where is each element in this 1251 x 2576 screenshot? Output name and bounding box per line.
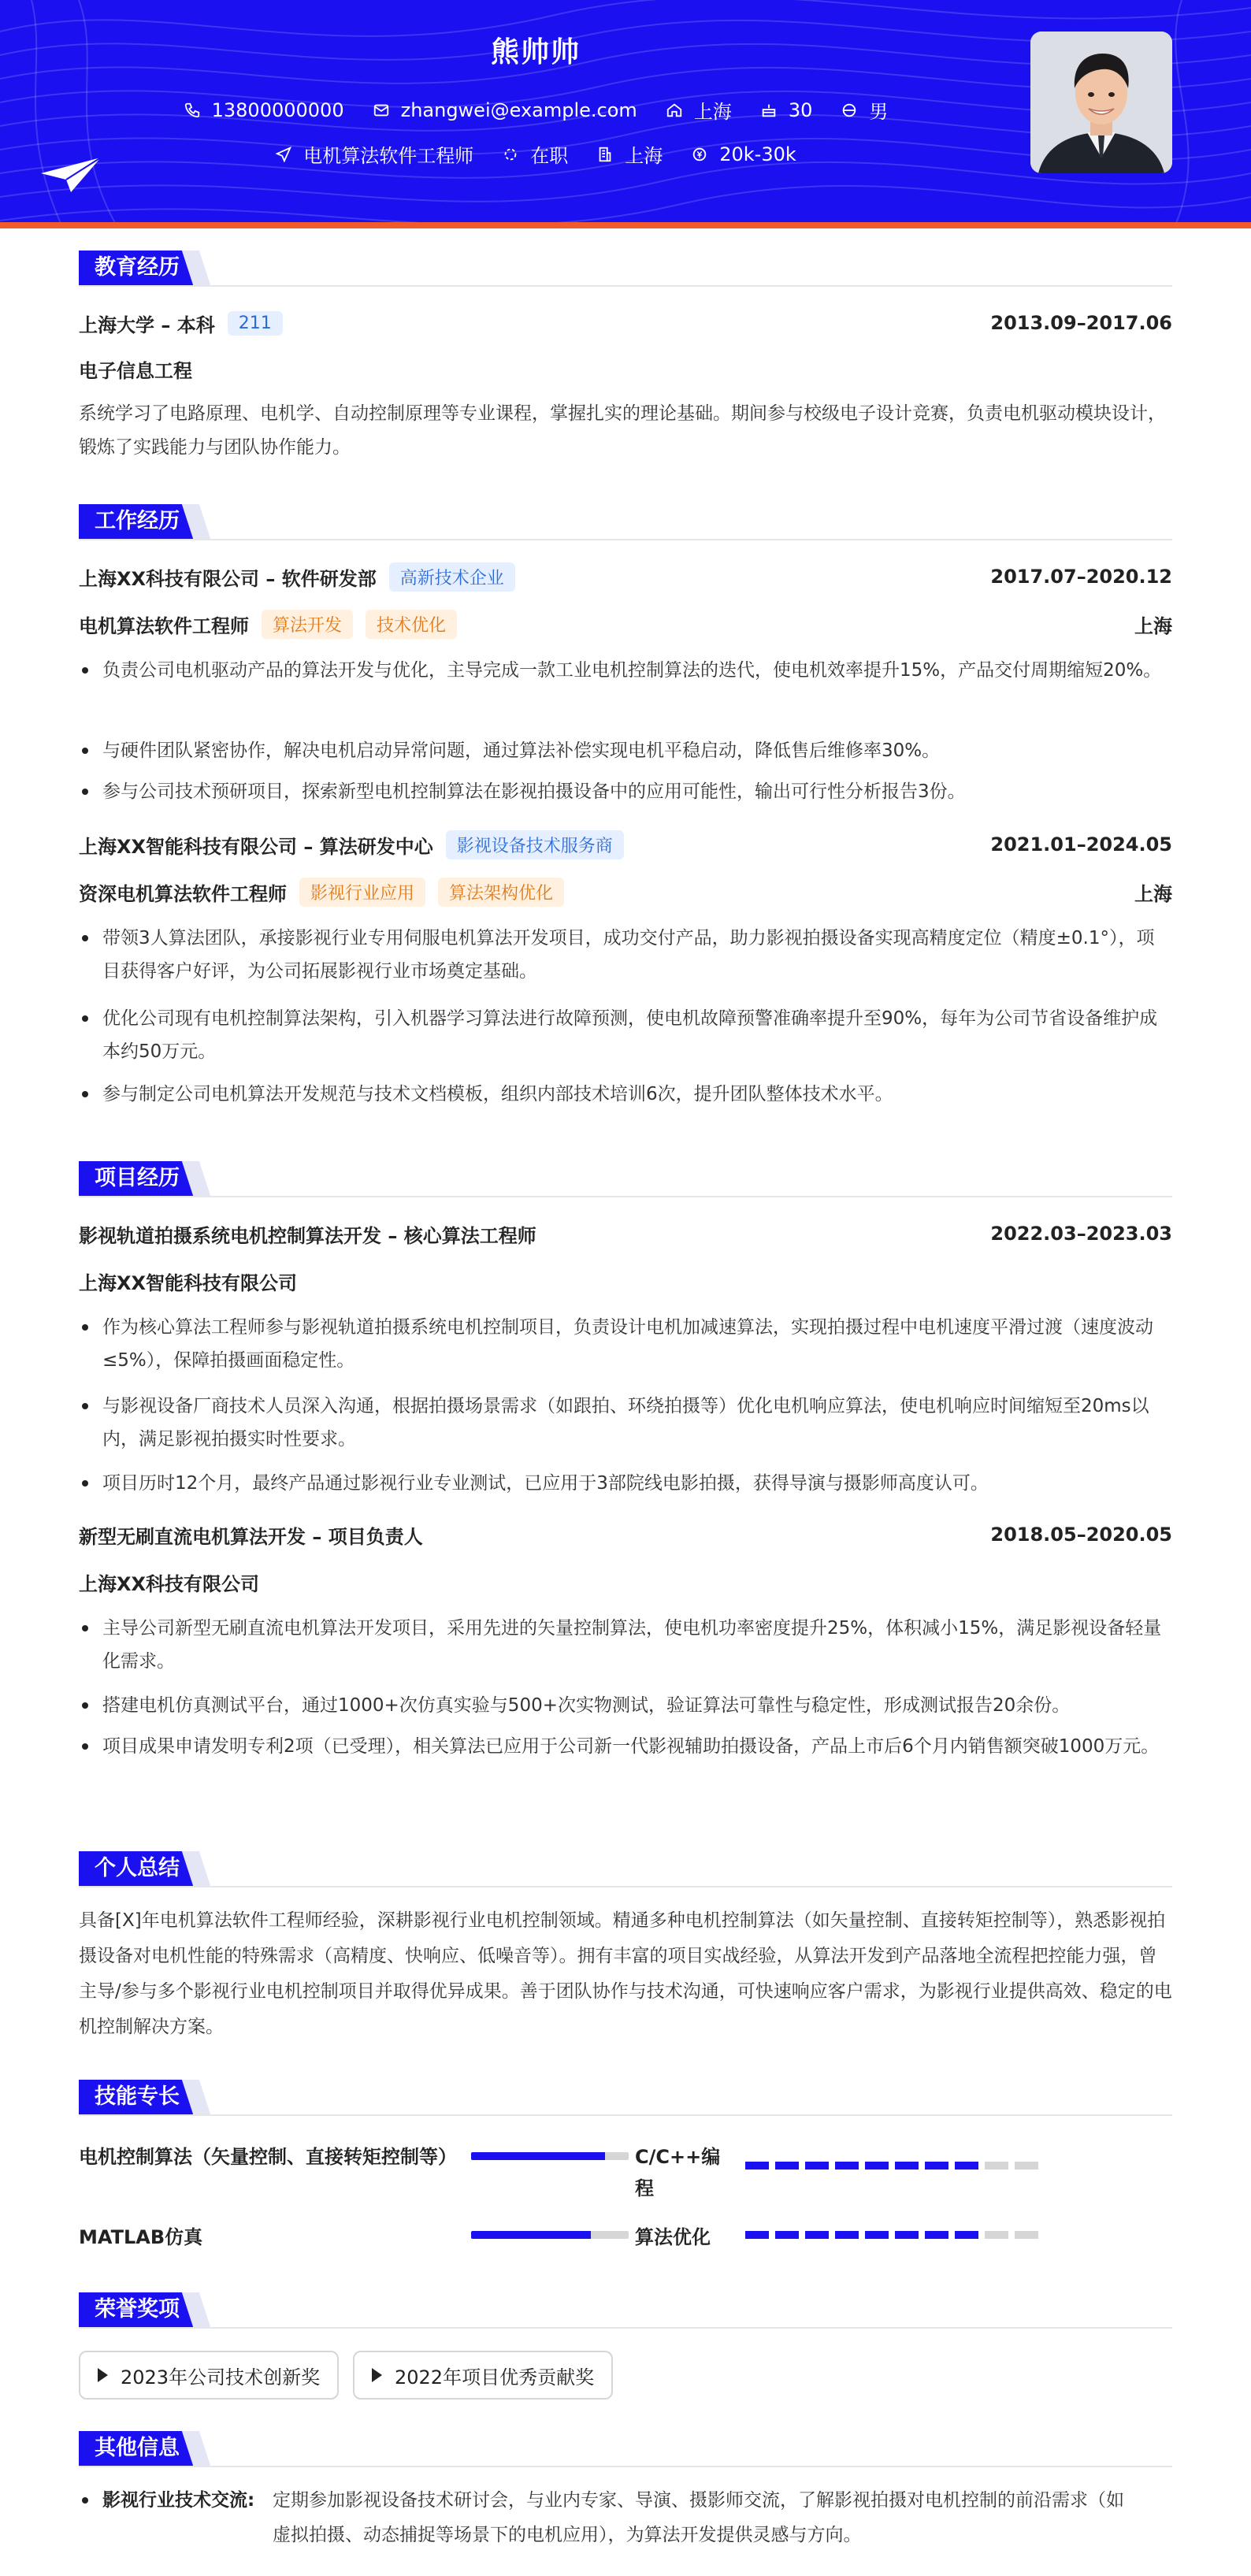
bullet-dot [82, 2497, 88, 2504]
project-name: 新型无刷直流电机算法开发 – 项目负责人 [79, 1525, 423, 1548]
project-bullet: 项目成果申请发明专利2项（已受理），相关算法已应用于公司新一代影视辅助拍摄设备，产品上市后6个月内销售额突破1000万元。 [79, 1730, 1172, 1763]
skill-name [635, 2141, 720, 2204]
project-company: 上海XX智能科技有限公司 [79, 1271, 298, 1294]
section-header [79, 2292, 1172, 2327]
award-item [79, 2351, 339, 2400]
job-bullet: 参与公司技术预研项目，探索新型电机控制算法在影视拍摄设备中的应用可能性，输出可行性分析报告3份。 [79, 775, 1172, 808]
other-info-text-line: 虚拟拍摄、动态捕捉等场景下的电机应用），为算法开发提供灵感与方向。 [273, 2525, 862, 2545]
job-title-text: 电机算法软件工程师 [303, 145, 474, 167]
skill-level-segment [895, 2231, 919, 2239]
job-title-item [275, 140, 473, 168]
job-role: 电机算法软件工程师 [79, 614, 249, 637]
section-title: 其他信息 [79, 2431, 195, 2466]
skill-name: 电机控制算法（矢量控制、直接转矩控制等） [79, 2146, 457, 2168]
location-text: 上海 [693, 101, 732, 123]
job-date: 2021.01–2024.05 [990, 833, 1172, 856]
summary-text: 具备[X]年电机算法软件工程师经验，深耕影视行业电机控制领域。精通多种电机控制算法（如矢量控制、直接转矩控制等），熟悉影视拍摄设备对电机性能的特殊需求（高精度、快响应、低噪音等）。拥有丰富的项目实战经验，从算法开发到产品落地全流程把控能力强，曾主导/参与多个影视行业电机控制项目并取得优异成果。善于团队协作与技术沟通，可快速响应客户需求，为影视行业提供高效、稳定的电机控制解决方案。 [79, 1910, 1172, 2037]
major-row [79, 353, 1172, 384]
section-header [79, 251, 1172, 285]
cake-icon [760, 102, 778, 119]
job-city: 上海 [1134, 614, 1172, 637]
phone-icon [184, 102, 201, 119]
skill-level-segment [985, 2162, 1008, 2170]
project-company: 上海XX科技有限公司 [79, 1572, 260, 1595]
candidate-name: 熊帅帅 [490, 36, 581, 69]
section-title: 项目经历 [79, 1161, 195, 1196]
other-info-label: 影视行业技术交流: [102, 2490, 255, 2511]
skill-level-segment [955, 2231, 978, 2239]
contact-row [0, 96, 1071, 124]
award-item [353, 2351, 613, 2400]
section-divider [79, 2327, 1172, 2329]
paper-plane-icon [39, 156, 102, 195]
skill-level-segment [805, 2162, 829, 2170]
skill-progress-fill [471, 2152, 605, 2160]
section-divider [79, 285, 1172, 287]
project-header-row [79, 1218, 1172, 1249]
job-role-row [79, 608, 1172, 640]
skills-section [79, 2080, 1172, 2248]
section-title: 技能专长 [79, 2080, 195, 2114]
major: 电子信息工程 [79, 359, 192, 382]
project-bullet: 与影视设备厂商技术人员深入沟通，根据拍摄场景需求（如跟拍、环绕拍摄等）优化电机响应算法，使电机响应时间缩短至20ms以内，满足影视拍摄实时性要求。 [79, 1390, 1172, 1456]
role-badge: 技术优化 [366, 610, 457, 639]
skill-name: MATLAB仿真 [79, 2226, 203, 2248]
job-bullet: 参与制定公司电机算法开发规范与技术文档模板，组织内部技术培训6次，提升团队整体技术水平。 [79, 1078, 1172, 1111]
skill-level-segment [985, 2231, 1008, 2239]
section-divider [79, 2114, 1172, 2116]
skill-level-segment [1015, 2162, 1038, 2170]
location-item [666, 96, 732, 124]
age-text: 30 [788, 98, 813, 121]
phone-item [184, 99, 344, 121]
skill-level-segment [895, 2162, 919, 2170]
gender-item [841, 96, 888, 124]
city-item [596, 140, 663, 168]
project-name: 影视轨道拍摄系统电机控制算法开发 – 核心算法工程师 [79, 1224, 536, 1247]
skill-name-line: 程 [635, 2177, 654, 2199]
skill-dash-bar [745, 2231, 1045, 2239]
building-icon [596, 146, 614, 163]
education-description: 系统学习了电路原理、电机学、自动控制原理等专业课程，掌握扎实的理论基础。期间参与校级电子设计竞赛，负责电机驱动模块设计，锻炼了实践能力与团队协作能力。 [79, 403, 1166, 458]
skill-name-line: C/C++编 [635, 2146, 721, 2168]
other-section [79, 2431, 1172, 2545]
job-header-row [79, 561, 1172, 592]
company-badge: 影视设备技术服务商 [446, 830, 624, 859]
section-title: 个人总结 [79, 1851, 195, 1886]
education-header-row [79, 307, 1172, 339]
project-bullet: 搭建电机仿真测试平台，通过1000+次仿真实验与500+次实物测试，验证算法可靠性与稳定性，形成测试报告20余份。 [79, 1689, 1172, 1722]
job-bullet: 优化公司现有电机控制算法架构，引入机器学习算法进行故障预测，使电机故障预警准确率提升至90%，每年为公司节省设备维护成本约50万元。 [79, 1002, 1172, 1068]
award-label: 2023年公司技术创新奖 [121, 2366, 321, 2389]
section-divider [79, 1886, 1172, 1887]
section-header [79, 1851, 1172, 1886]
project-date: 2018.05–2020.05 [990, 1524, 1172, 1546]
award-label: 2022年项目优秀贡献奖 [395, 2366, 595, 2389]
other-info-text-line: 定期参加影视设备技术研讨会，与业内专家、导演、摄影师交流，了解影视拍摄对电机控制的前沿需求（如 [273, 2490, 1124, 2511]
play-triangle-icon [98, 2368, 108, 2382]
company-name: 上海XX科技有限公司 – 软件研发部 [79, 567, 377, 590]
resume-header [0, 0, 1251, 228]
school-name: 上海大学 – 本科 [79, 314, 215, 336]
project-bullet: 主导公司新型无刷直流电机算法开发项目，采用先进的矢量控制算法，使电机功率密度提升25%，体积减小15%，满足影视设备轻量化需求。 [79, 1612, 1172, 1678]
projects-section [79, 1161, 1172, 1757]
send-icon [275, 146, 292, 163]
mail-icon [373, 102, 390, 119]
header-accent-line [0, 222, 1251, 228]
email-item [373, 99, 637, 121]
section-divider [79, 1196, 1172, 1197]
phone-text: 13800000000 [211, 98, 344, 121]
avatar [1030, 32, 1172, 173]
section-title: 教育经历 [79, 251, 195, 285]
skill-progress-fill [471, 2231, 591, 2239]
project-company-row [79, 1265, 1172, 1297]
salary-text: 20k-30k [719, 143, 796, 165]
company-name: 上海XX智能科技有限公司 – 算法研发中心 [79, 835, 433, 858]
school-badge: 211 [228, 311, 283, 336]
job-date: 2017.07–2020.12 [990, 566, 1172, 588]
role-badge: 算法开发 [262, 610, 353, 639]
skill-level-segment [745, 2162, 769, 2170]
job-role-row [79, 876, 1172, 908]
status-icon [502, 146, 519, 163]
job-bullet: 与硬件团队紧密协作，解决电机启动异常问题，通过算法补偿实现电机平稳启动，降低售后维修率30%。 [79, 734, 1172, 767]
gender-text: 男 [869, 101, 889, 123]
section-header [79, 504, 1172, 539]
skill-level-segment [1015, 2231, 1038, 2239]
education-date: 2013.09–2017.06 [990, 312, 1172, 334]
project-date: 2022.03–2023.03 [990, 1223, 1172, 1245]
job-row [0, 140, 1071, 168]
skill-level-segment [805, 2231, 829, 2239]
section-title: 荣誉奖项 [79, 2292, 195, 2327]
status-text: 在职 [530, 145, 569, 167]
skill-level-segment [925, 2231, 948, 2239]
section-header [79, 1161, 1172, 1196]
education-section [79, 251, 1172, 458]
salary-item [691, 143, 796, 165]
skill-level-segment [775, 2162, 799, 2170]
job-role: 资深电机算法软件工程师 [79, 882, 287, 905]
skill-level-segment [955, 2162, 978, 2170]
job-header-row [79, 829, 1172, 860]
home-icon [666, 102, 683, 119]
section-header [79, 2080, 1172, 2114]
honors-section [79, 2292, 1172, 2389]
skill-dash-bar [745, 2162, 1045, 2170]
age-item [760, 99, 813, 121]
job-bullet: 带领3人算法团队，承接影视行业专用伺服电机算法开发项目，成功交付产品，助力影视拍摄设备实现高精度定位（精度±0.1°），项目获得客户好评，为公司拓展影视行业市场奠定基础。 [79, 922, 1172, 988]
project-bullet: 作为核心算法工程师参与影视轨道拍摄系统电机控制项目，负责设计电机加减速算法，实现拍摄过程中电机速度平滑过渡（速度波动≤5%），保障拍摄画面稳定性。 [79, 1311, 1172, 1377]
status-item [502, 140, 568, 168]
work-section [79, 504, 1172, 1104]
skill-level-segment [835, 2231, 859, 2239]
job-city: 上海 [1134, 882, 1172, 905]
skill-progress-bar [471, 2231, 629, 2239]
summary-section [79, 1851, 1172, 2037]
skill-name: 算法优化 [635, 2226, 711, 2248]
play-triangle-icon [372, 2368, 382, 2382]
skill-level-segment [835, 2162, 859, 2170]
section-divider [79, 2466, 1172, 2467]
project-header-row [79, 1519, 1172, 1550]
section-divider [79, 539, 1172, 540]
skill-level-segment [865, 2231, 889, 2239]
skill-level-segment [925, 2162, 948, 2170]
email-text: zhangwei@example.com [400, 98, 637, 121]
skill-level-segment [775, 2231, 799, 2239]
section-title: 工作经历 [79, 504, 195, 539]
project-company-row [79, 1566, 1172, 1598]
skill-level-segment [865, 2162, 889, 2170]
gender-icon [841, 102, 858, 119]
section-header [79, 2431, 1172, 2466]
city-text: 上海 [625, 145, 663, 167]
role-badge: 影视行业应用 [299, 878, 425, 907]
coin-icon [691, 146, 708, 163]
project-bullet: 项目历时12个月，最终产品通过影视行业专业测试，已应用于3部院线电影拍摄，获得导演与摄影师高度认可。 [79, 1467, 1172, 1500]
job-bullet: 负责公司电机驱动产品的算法开发与优化，主导完成一款工业电机控制算法的迭代，使电机效率提升15%，产品交付周期缩短20%。 [79, 654, 1172, 687]
skill-progress-bar [471, 2152, 629, 2160]
role-badge: 算法架构优化 [438, 878, 564, 907]
skill-level-segment [745, 2231, 769, 2239]
company-badge: 高新技术企业 [389, 562, 515, 592]
